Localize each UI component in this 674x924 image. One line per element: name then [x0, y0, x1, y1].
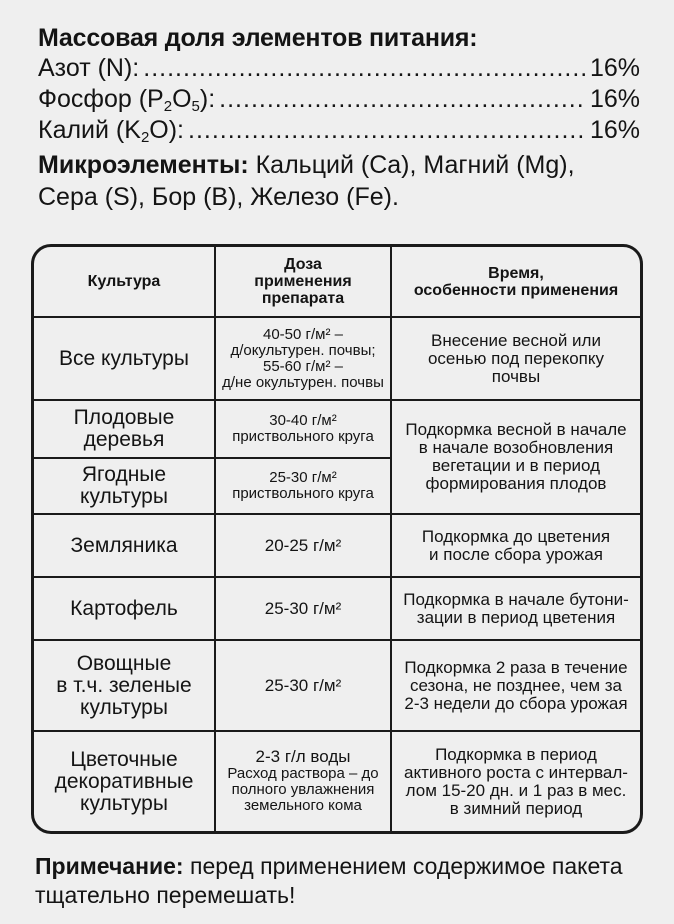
note [35, 852, 655, 910]
microelements-label: Микроэлементы: [38, 151, 249, 179]
note-label: Примечание: [35, 853, 184, 879]
nutrients-heading: Массовая доля элементов питания: [38, 24, 478, 52]
time-cell: Подкормка в период активного роста с интервал- лом 15-20 дн. и 1 раз в мес. в зимний период [404, 744, 628, 818]
dose-cell: 25-30 г/м² [264, 598, 342, 618]
leader-dots [143, 53, 586, 83]
nutrient-percent: 16% [589, 54, 640, 82]
time-cell: Подкормка в начале бутони- зации в период цветения [403, 589, 629, 627]
nutrient-row-nitrogen [38, 53, 640, 83]
nutrient-name: Фосфор $(P_2O_5)$: [38, 85, 216, 115]
dose-cell: 20-25 г/м² [264, 535, 342, 555]
time-cell: Внесение весной или осенью под перекопку почвы [427, 330, 605, 386]
crop-cell: Ягодные культуры [80, 463, 168, 508]
header-dose: Доза применения препарата [254, 256, 352, 307]
leader-dots [188, 115, 586, 145]
nutrient-percent: 16% [589, 85, 640, 113]
crop-cell: Все культуры [59, 346, 189, 370]
nutrient-row-potassium [38, 115, 640, 145]
note-text: перед применением содержимое пакета тщательно перемешать! [35, 853, 623, 908]
crop-cell: Земляника [70, 533, 178, 557]
time-cell-merged: Подкормка весной в начале в начале возобновления вегетации и в период формирования плодов [405, 420, 627, 493]
microelements-text: Кальций (Ca), Магний (Mg), Сера (S), Бор (B), Железо (Fe). [38, 151, 575, 211]
crop-cell: Картофель [70, 596, 178, 620]
crop-cell: Овощные в т.ч. зеленые культуры [56, 651, 192, 719]
dose-cell: 2-3 г/л воды Расход раствора – до полного увлажнения земельного кома [227, 747, 379, 814]
application-table [31, 244, 643, 834]
crop-cell: Плодовые деревья [73, 406, 175, 451]
dose-cell: 25-30 г/м² [264, 675, 342, 695]
time-cell: Подкормка до цветения и после сбора урожая [421, 526, 611, 564]
time-cell: Подкормка 2 раза в течение сезона, не позднее, чем за 2-3 недели до сбора урожая [404, 657, 628, 713]
microelements [38, 149, 638, 213]
leader-dots [219, 84, 586, 114]
header-crop: Культура [87, 273, 161, 290]
header-time: Время, особенности применения [413, 264, 619, 299]
nutrient-percent: 16% [589, 116, 640, 144]
dose-cell: 40-50 г/м² – д/окультурен. почвы; 55-60 г/м² – д/не окультурен. почвы [222, 325, 384, 391]
nutrient-name: Азот (N): [38, 54, 140, 82]
dose-cell: 30-40 г/м² приствольного круга [232, 412, 374, 445]
crop-cell: Цветочные декоративные культуры [54, 747, 194, 815]
nutrient-row-phosphorus [38, 84, 640, 114]
dose-cell: 25-30 г/м² приствольного круга [232, 469, 374, 502]
nutrient-name: Калий $(K_2O)$: [38, 116, 184, 146]
